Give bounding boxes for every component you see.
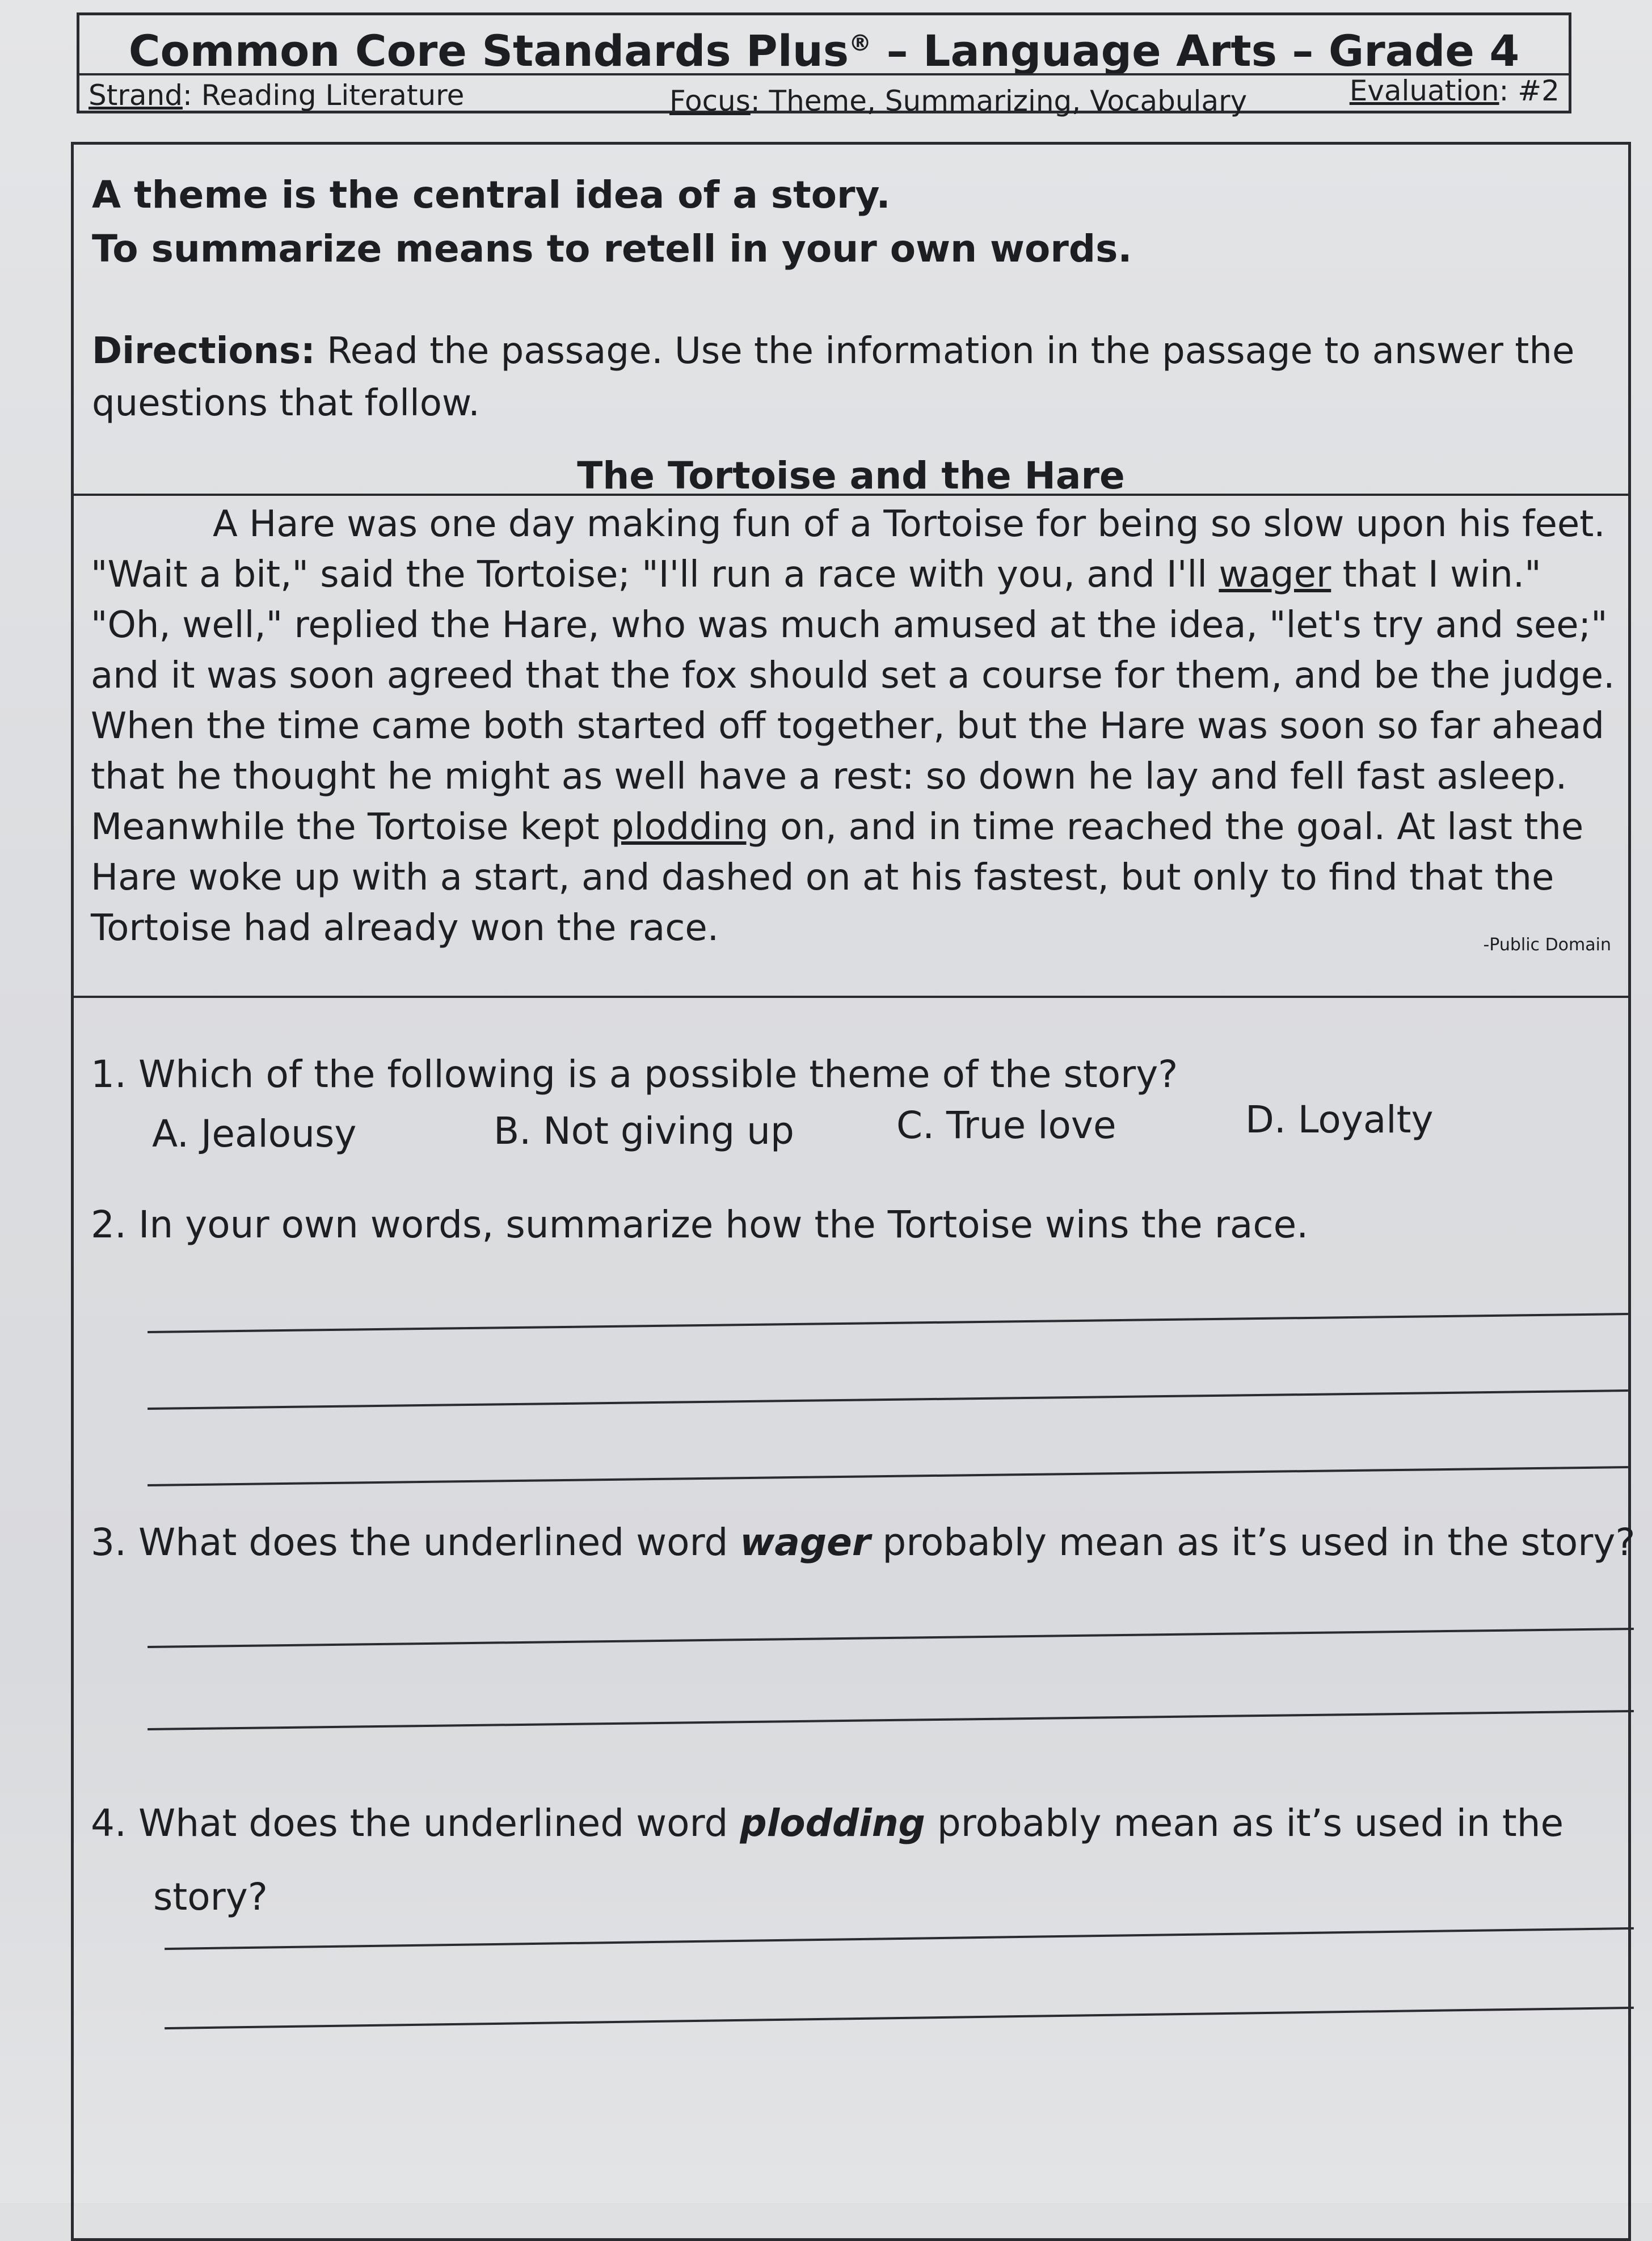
directions [92, 325, 1601, 429]
passage-line: Meanwhile the Tortoise kept plodding on, and in time reached the goal. At last the [91, 806, 1584, 848]
story-passage [91, 499, 1622, 954]
strand-field: Strand: Reading Literature [88, 79, 465, 112]
answer-line[interactable] [148, 1389, 1628, 1410]
directions-text: Read the passage. Use the information in the passage to answer the questions that follow. [92, 330, 1575, 424]
question-2: 2. In your own words, summarize how the Tortoise wins the race. [91, 1203, 1309, 1246]
option-d[interactable]: D. Loyalty [1245, 1098, 1434, 1141]
header-divider [79, 73, 1569, 75]
passage-top-divider [74, 494, 1628, 496]
answer-line[interactable] [165, 2007, 1634, 2029]
focus-field: Focus: Theme, Summarizing, Vocabulary [669, 85, 1248, 117]
answer-line[interactable] [165, 1927, 1634, 1950]
passage-bottom-divider [74, 996, 1628, 998]
question-3: 3. What does the underlined word wager probably mean as it’s used in the story? [91, 1520, 1636, 1564]
summarize-definition: To summarize means to retell in your own words. [92, 227, 1132, 271]
question-4-keyword: plodding [740, 1801, 925, 1845]
answer-line[interactable] [148, 1313, 1628, 1333]
option-b[interactable]: B. Not giving up [494, 1109, 794, 1153]
registered-mark: ® [849, 30, 872, 57]
question-3-keyword: wager [740, 1520, 871, 1564]
option-a[interactable]: A. Jealousy [152, 1112, 357, 1156]
passage-line: Hare woke up with a start, and dashed on at his fastest, but only to find that the [91, 857, 1554, 899]
passage-line: that he thought he might as well have a rest: so down he lay and fell fast asleep. [91, 756, 1567, 798]
directions-label: Directions: [92, 330, 315, 372]
theme-definition: A theme is the central idea of a story. [92, 173, 891, 217]
answer-line[interactable] [148, 1466, 1628, 1486]
passage-line: Tortoise had already won the race. [91, 907, 719, 949]
underlined-word-wager: wager [1219, 554, 1331, 596]
worksheet-header [77, 12, 1571, 117]
evaluation-field: Evaluation: #2 [1349, 74, 1560, 107]
passage-line: When the time came both started off together, but the Hare was soon so far ahead [91, 705, 1604, 747]
question-4: 4. What does the underlined word plodding probably mean as it’s used in the [91, 1801, 1564, 1845]
answer-line[interactable] [148, 1710, 1634, 1730]
underlined-word-plodding: plodding [610, 806, 769, 848]
passage-line: "Oh, well," replied the Hare, who was much amused at the idea, "let's try and see;" [91, 604, 1608, 646]
passage-line: "Wait a bit," said the Tortoise; "I'll run a race with you, and I'll wager that I win." [91, 554, 1541, 596]
passage-line: and it was soon agreed that the fox should set a course for them, and be the judge. [91, 655, 1615, 697]
answer-line[interactable] [148, 1628, 1634, 1648]
story-title: The Tortoise and the Hare [577, 454, 1125, 498]
option-c[interactable]: C. True love [896, 1103, 1116, 1147]
question-1: 1. Which of the following is a possible theme of the story? [91, 1052, 1178, 1096]
source-credit: -Public Domain [1483, 935, 1611, 955]
worksheet-body [71, 142, 1636, 2241]
question-4-continued: story? [153, 1875, 268, 1919]
header-title: Common Core Standards Plus® – Language Arts – Grade 4 [128, 26, 1520, 76]
passage-line: A Hare was one day making fun of a Tortoise for being so slow upon his feet. [213, 503, 1605, 545]
